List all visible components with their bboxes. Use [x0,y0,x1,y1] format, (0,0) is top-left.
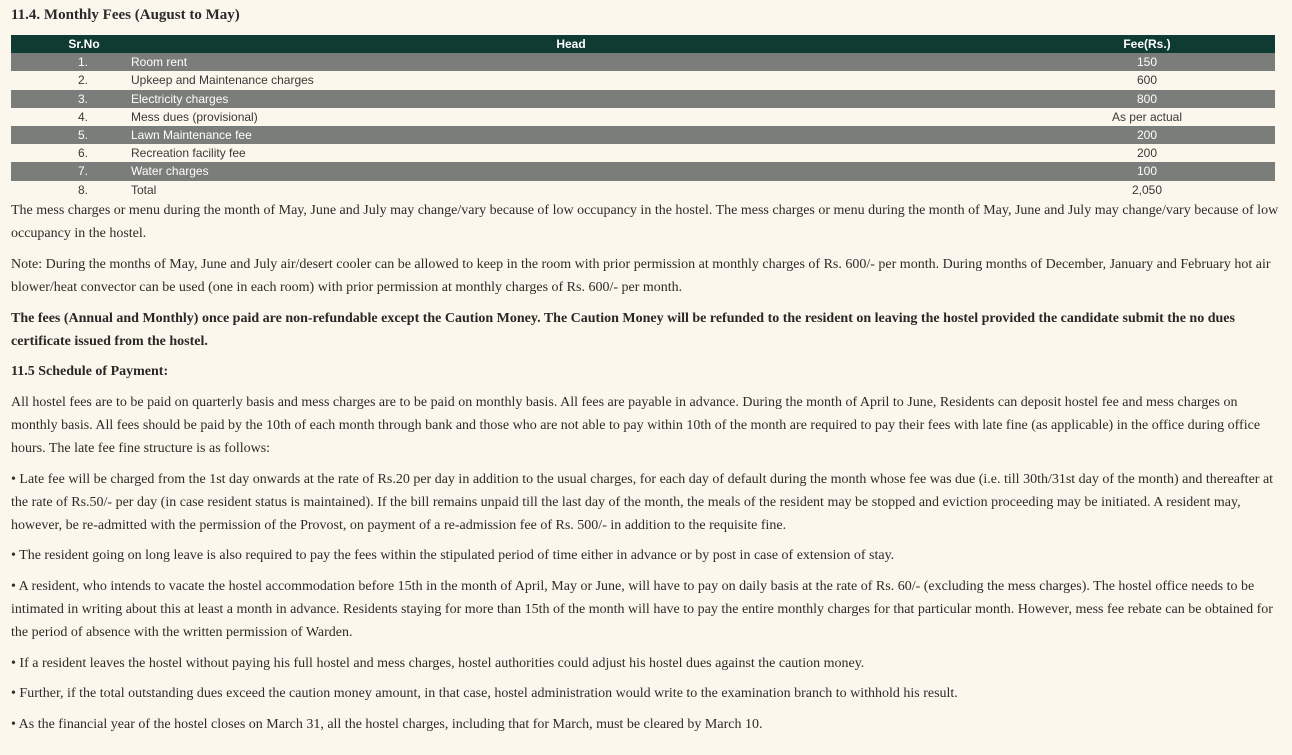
row-head: Recreation facility fee [131,146,246,161]
schedule-heading: 11.5 Schedule of Payment: [11,364,169,379]
bullet-long-leave: • The resident going on long leave is also required to pay the fees within the stipulated period of time either in advance or by post in case of extension of stay. [11,548,895,563]
row-fee: 100 [1019,162,1275,180]
refund-notice-paragraph: The fees (Annual and Monthly) once paid are non-refundable except the Caution Money. The Caution Money will be refunded to the resident on leaving the hostel provided the candidate submit the no dues certificate issued from the hostel. [11,311,1235,349]
table-row [11,90,1275,108]
row-srno: 3. [11,90,123,108]
table-row-total [11,181,1275,199]
row-srno: 2. [77,73,88,88]
bullet-vacate: • A resident, who intends to vacate the hostel accommodation before 15th in the month of April, May or June, will have to pay on daily basis at the rate of Rs. 60/- (excluding the mess charges). The hostel office needs to be intimated in writing about this at least a month in advance. Residents staying for more than 15th of the month will have to pay the entire monthly charges for that particular month. However, mess fee rebate can be obtained for the period of absence with the written permission of Warden. [11,579,1273,640]
schedule-intro-paragraph: All hostel fees are to be paid on quarterly basis and mess charges are to be paid on monthly basis. All fees are payable in advance. During the month of April to June, Residents can deposit hostel fee and mess charges on monthly basis. All fees should be paid by the 10th of each month through bank and those who are not able to pay within 10th of the month are required to pay their fees with late fine (as applicable) in the office during office hours. The late fee fine structure is as follows: [11,395,1261,456]
row-srno: 5. [11,126,123,144]
row-head: Mess dues (provisional) [131,109,258,124]
table-row [11,162,1275,180]
row-srno: 4. [77,109,88,124]
header-srno: Sr.No [11,35,123,53]
table-row [11,108,1275,126]
row-head: Room rent [123,53,1019,71]
row-fee: 200 [1019,126,1275,144]
mess-change-paragraph: The mess charges or menu during the month of May, June and July may change/vary because of low occupancy in the hostel. The mess charges or menu during the month of May, June and July may change/vary because of low occupancy in the hostel. [11,203,1279,241]
row-head: Electricity charges [123,90,1019,108]
header-fee: Fee(Rs.) [1019,35,1275,53]
table-header-row [11,35,1275,53]
bullet-outstanding-dues: • Further, if the total outstanding dues exceed the caution money amount, in that case, hostel administration would write to the examination branch to withhold his result. [11,686,958,701]
header-head: Head [123,35,1019,53]
row-head: Water charges [123,162,1019,180]
section-heading: 11.4. Monthly Fees (August to May) [11,7,240,23]
bullet-late-fee: • Late fee will be charged from the 1st day onwards at the rate of Rs.20 per day in addition to the usual charges, for each day of default during the month whose fee was due (i.e. till 30th/31st day of the month) and thereafter at the rate of Rs.50/- per day (in case resident status is maintained). If the bill remains unpaid till the last day of the month, the meals of the resident may be stopped and eviction proceeding may be initiated. A resident may, however, be re-admitted with the permission of the Provost, on payment of a re-admission fee of Rs. 500/- in addition to the requisite fine. [11,472,1274,533]
row-head: Total [131,182,157,197]
table-row [11,126,1275,144]
row-srno: 8. [77,182,88,197]
row-fee: 150 [1019,53,1275,71]
bullet-financial-year: • As the financial year of the hostel closes on March 31, all the hostel charges, including that for March, must be cleared by March 10. [11,717,763,732]
row-fee: 600 [1136,73,1158,88]
row-srno: 7. [11,162,123,180]
table-row [11,144,1275,162]
table-row [11,53,1275,71]
row-fee: 200 [1136,146,1158,161]
row-fee: 2,050 [1131,182,1163,197]
row-srno: 6. [77,146,88,161]
row-fee: 800 [1019,90,1275,108]
row-fee: As per actual [1111,109,1183,124]
row-head: Upkeep and Maintenance charges [131,73,314,88]
bullet-unpaid-dues: • If a resident leaves the hostel without paying his full hostel and mess charges, hostel authorities could adjust his hostel dues against the caution money. [11,656,865,671]
table-row [11,71,1275,89]
row-srno: 1. [11,53,123,71]
row-head: Lawn Maintenance fee [123,126,1019,144]
note-paragraph: Note: During the months of May, June and July air/desert cooler can be allowed to keep in the room with prior permission at monthly charges of Rs. 600/- per month. During months of December, January and February hot air blower/heat convector can be used (one in each room) with prior permission at monthly charges of Rs. 600/- per month. [11,257,1271,295]
monthly-fees-table [11,35,1275,199]
